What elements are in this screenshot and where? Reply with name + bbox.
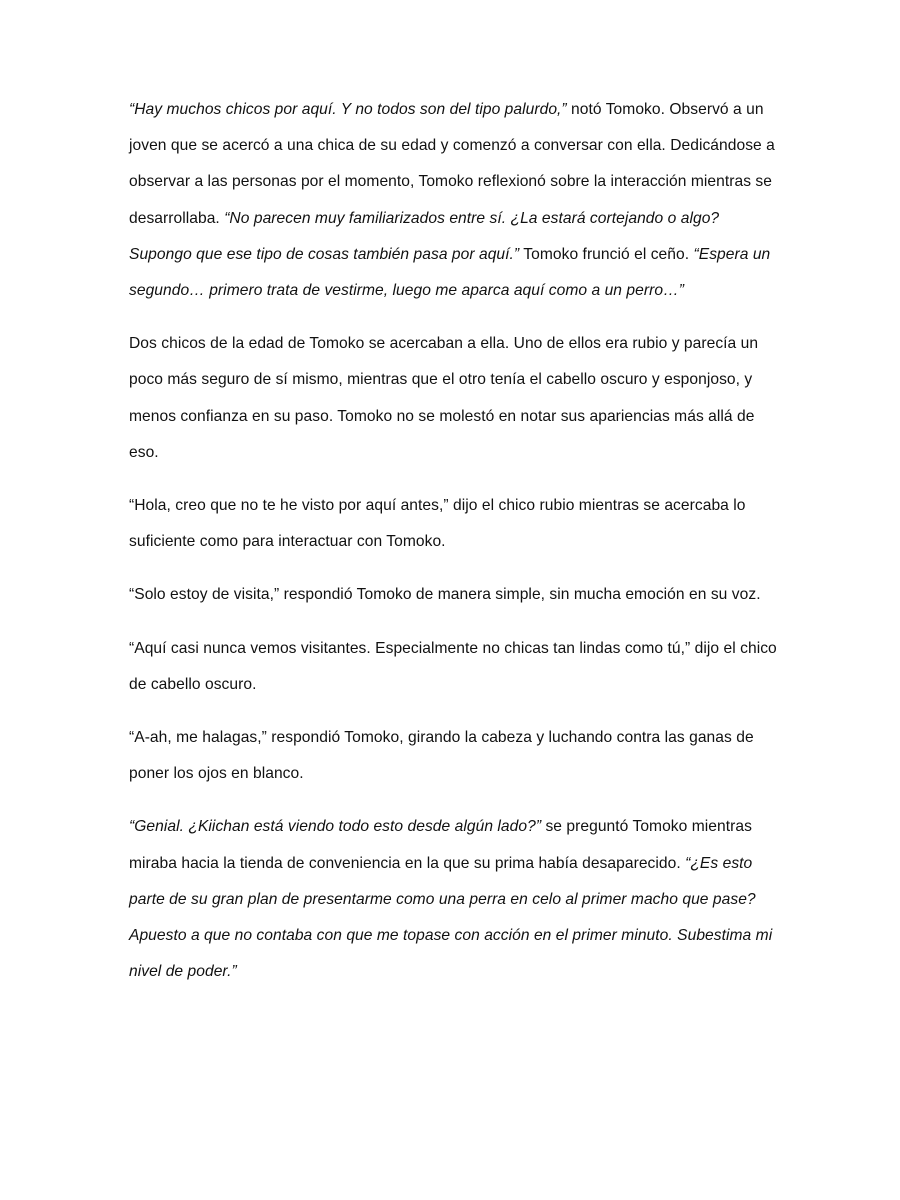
- narration-text: notó Tomoko. Observó a un joven que se acercó a una chica de su edad y comenzó a conversar con ella. Dedicándose a observar a las personas por el momento, Tomoko reflexionó sobre la interacción mientras se desarrollaba.: [129, 101, 775, 227]
- paragraph: [129, 720, 777, 792]
- paragraph: [129, 809, 777, 990]
- inner-thought-text: “¿Es esto parte de su gran plan de presentarme como una perra en celo al primer macho que pase? Apuesto a que no contaba con que me topase con acción en el primer minuto. Subestima mi nivel de poder.”: [129, 854, 773, 981]
- paragraph: [129, 326, 777, 471]
- paragraph: [129, 92, 777, 309]
- inner-thought-text: “Genial. ¿Kiichan está viendo todo esto desde algún lado?”: [129, 818, 542, 836]
- narration-text: se preguntó Tomoko mientras miraba hacia la tienda de conveniencia en la que su prima había desaparecido.: [129, 818, 752, 872]
- paragraph: [129, 577, 777, 613]
- narration-text: Tomoko frunció el ceño.: [519, 245, 694, 263]
- inner-thought-text: “Hay muchos chicos por aquí. Y no todos son del tipo palurdo,”: [129, 101, 567, 118]
- narration-text: Dos chicos de la edad de Tomoko se acercaban a ella. Uno de ellos era rubio y parecía un poco más seguro de sí mismo, mientras que el otro tenía el cabello oscuro y esponjoso, y menos confianza en su paso. Tomoko no se molestó en notar sus apariencias más allá de eso.: [129, 335, 759, 461]
- inner-thought-text: “No parecen muy familiarizados entre sí. ¿La estará cortejando o algo? Supongo que ese tipo de cosas también pasa por aquí.”: [129, 209, 720, 263]
- document-page: [129, 92, 777, 1007]
- paragraph: [129, 631, 777, 703]
- inner-thought-text: “Espera un segundo… primero trata de vestirme, luego me aparca aquí como a un perro…”: [129, 245, 771, 300]
- dialogue-text: “Aquí casi nunca vemos visitantes. Especialmente no chicas tan lindas como tú,” dijo el chico de cabello oscuro.: [129, 639, 777, 693]
- dialogue-text: “A-ah, me halagas,” respondió Tomoko, girando la cabeza y luchando contra las ganas de poner los ojos en blanco.: [129, 729, 754, 783]
- dialogue-text: “Hola, creo que no te he visto por aquí antes,” dijo el chico rubio mientras se acercaba lo suficiente como para interactuar con Tomoko.: [129, 497, 746, 551]
- paragraph: [129, 488, 777, 560]
- dialogue-text: “Solo estoy de visita,” respondió Tomoko de manera simple, sin mucha emoción en su voz.: [129, 586, 761, 604]
